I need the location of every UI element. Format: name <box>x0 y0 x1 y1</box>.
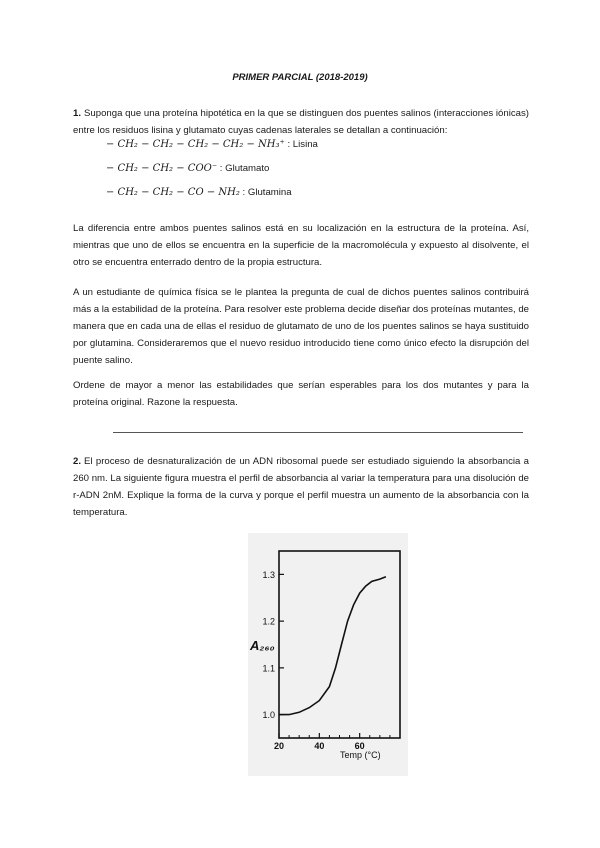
formula-glutamato-expr: − CH₂ − CH₂ − COO⁻ <box>106 163 218 174</box>
x-axis-label: Temp (°C) <box>340 750 381 760</box>
formula-lisina-expr: − CH₂ − CH₂ − CH₂ − CH₂ − NH₃⁺ <box>106 139 285 150</box>
section-divider <box>113 432 523 433</box>
absorbance-chart <box>248 533 408 776</box>
formula-glutamina-label: : Glutamina <box>242 187 292 198</box>
formula-glutamato-label: : Glutamato <box>219 163 270 174</box>
y-tick-label: 1.3 <box>262 569 275 580</box>
question-2-number: 2. <box>73 456 82 467</box>
formula-glutamina-expr: − CH₂ − CH₂ − CO − NH₂ <box>106 187 240 198</box>
formula-glutamato <box>106 163 269 174</box>
question-1-number: 1. <box>73 108 82 119</box>
page-title: PRIMER PARCIAL (2018-2019) <box>232 72 368 83</box>
question-2-body: El proceso de desnaturalización de un ADN ribosomal puede ser estudiado siguiendo la absorbancia a 260 nm. La siguiente figura muestra el perfil de absorbancia al variar la temperatura para una disolución de r-ADN 2nM. Explique la forma de la curva y porque el perfil muestra un aumento de la absorbancia con la temperatura. <box>73 456 529 518</box>
absorbance-figure <box>248 533 408 776</box>
question-2-text <box>73 453 529 521</box>
y-tick-label: 1.2 <box>262 616 275 627</box>
formula-glutamina <box>106 187 292 198</box>
x-tick-label: 60 <box>354 741 365 751</box>
x-tick-label: 20 <box>273 741 285 751</box>
y-axis-label: A₂₆₀ <box>250 638 275 653</box>
question-1-paragraph-2: La diferencia entre ambos puentes salinos está en su localización en la estructura de la proteína. Así, mientras que uno de ellos se encuentra en la superficie de la macromolécula y expuesto al disolvente, el otro se encuentra enterrado dentro de la propia estructura. <box>73 223 529 268</box>
x-tick-label: 40 <box>314 741 325 751</box>
question-1-paragraph-3: A un estudiante de química física se le plantea la pregunta de cual de dichos puentes salinos contribuirá más a la estabilidad de la proteína. Para resolver este problema decide diseñar dos proteínas mutantes, de manera que en cada una de ellas el residuo de glutamato de uno de los puentes salinos se haya sustituido por glutamina. Consideraremos que el nuevo residuo introducido tiene como único efecto la disrupción del puente salino. <box>73 287 529 366</box>
y-tick-label: 1.1 <box>262 663 275 674</box>
question-1-intro <box>73 105 529 139</box>
formula-lisina-label: : Lisina <box>287 139 318 150</box>
question-1-paragraph-4: Ordene de mayor a menor las estabilidades que serían esperables para los dos mutantes y para la proteína original. Razone la respuesta. <box>73 380 529 408</box>
absorbance-curve <box>279 577 386 715</box>
question-1-intro-text: Suponga que una proteína hipotética en la que se distinguen dos puentes salinos (interacciones iónicas) entre los residuos lisina y glutamato cuyas cadenas laterales se detallan a continuación: <box>73 108 529 136</box>
y-tick-label: 1.0 <box>262 710 275 721</box>
formula-lisina <box>106 139 318 150</box>
